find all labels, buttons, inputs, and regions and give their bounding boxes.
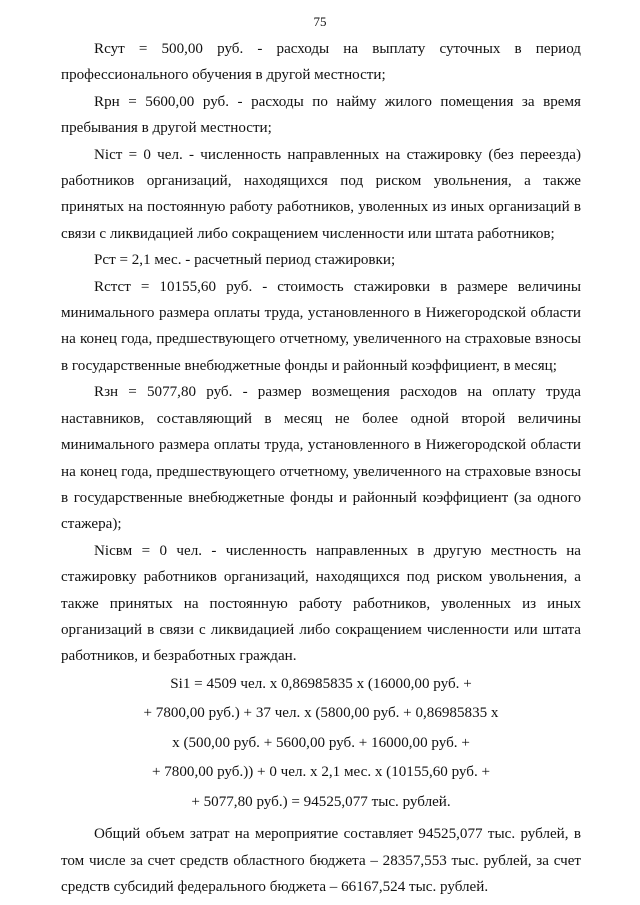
paragraph-pst: Рст = 2,1 мес. - расчетный период стажировки; [94, 252, 396, 269]
paragraph-nist: Niст = 0 чел. - численность направленных на стажировку (без переезда) работников организаций, находящихся под риском увольнения, а также принятых на постоянную работу работников, уволенных из иных организаций в связи с ликвидацией либо сокращением численности или штата работников; [61, 146, 581, 242]
paragraph-rzn: Rзн = 5077,80 руб. - размер возмещения расходов на оплату труда наставников, составляющий в месяц не более одной второй величины минимального размера оплаты труда, установленного в Нижегородской области на конец года, предшествующего отчетному, увеличенного на страховые взносы в государственные внебюджетные фонды и районный коэффициент (за одного стажера); [61, 384, 581, 533]
paragraph-nisvm: Niсвм = 0 чел. - численность направленных в другую местность на стажировку работников организаций, находящихся под риском увольнения, а также принятых на постоянную работу работников, уволенных из иных организаций в связи с ликвидацией либо сокращением численности или штата работников, и безработных граждан. [61, 542, 581, 665]
formula-line: + 7800,00 руб.)) + 0 чел. х 2,1 мес. х (10155,60 руб. + [151, 764, 491, 781]
page-number: 75 [313, 14, 327, 29]
summary-paragraph: Общий объем затрат на мероприятие составляет 94525,077 тыс. рублей, в том числе за счет средств областного бюджета – 28357,553 тыс. рублей, за счет средств субсидий федерального бюджета – 66167,524 тыс. рублей. [61, 826, 581, 896]
document-body [61, 36, 581, 900]
formula-line: + 5077,80 руб.) = 94525,077 тыс. рублей. [191, 793, 451, 810]
paragraph-rsut: Rсут = 500,00 руб. - расходы на выплату суточных в период профессионального обучения в другой местности; [61, 41, 581, 84]
paragraph-rstst: Rстст = 10155,60 руб. - стоимость стажировки в размере величины минимального размера оплаты труда, установленного в Нижегородской области на конец года, предшествующего отчетному, увеличенного на страховые взносы в государственные внебюджетные фонды и районный коэффициент, в месяц; [61, 278, 581, 374]
paragraph-rrn: Rрн = 5600,00 руб. - расходы по найму жилого помещения за время пребывания в другой местности; [61, 93, 581, 137]
formula-line: + 7800,00 руб.) + 37 чел. х (5800,00 руб. + 0,86985835 х [143, 705, 499, 722]
formula-line: Si1 = 4509 чел. х 0,86985835 х (16000,00 руб. + [170, 675, 472, 692]
formula-line: х (500,00 руб. + 5600,00 руб. + 16000,00 руб. + [172, 734, 470, 751]
formula-block [61, 670, 581, 818]
